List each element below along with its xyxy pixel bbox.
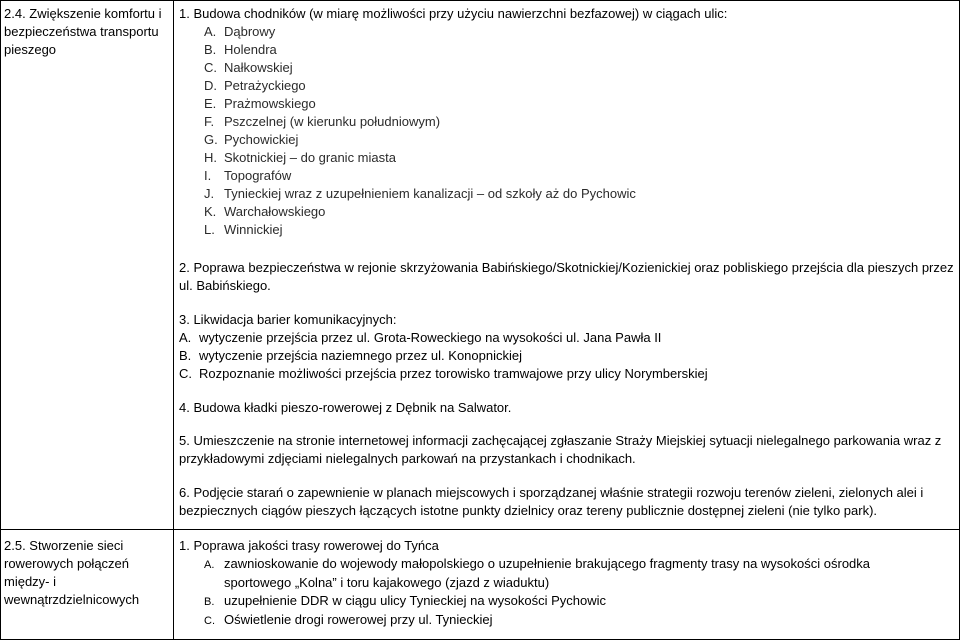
list-item: E. Prażmowskiego — [204, 96, 316, 111]
content-block — [179, 399, 957, 417]
content-block — [179, 5, 957, 239]
list-item: C. Rozpoznanie możliwości przejścia przez torowisko tramwajowe przy ulicy Norymberskiej — [179, 366, 708, 381]
list-item: B. wytyczenie przejścia naziemnego przez ul. Konopnickiej — [179, 348, 522, 363]
list-item: D. Petrażyckiego — [204, 78, 306, 93]
list-item: K. Warchałowskiego — [204, 204, 326, 219]
content-block — [179, 432, 957, 468]
list-item: A. Dąbrowy — [204, 24, 276, 39]
list-item: L. Winnickiej — [204, 222, 283, 237]
list-item: J. Tynieckiej wraz z uzupełnieniem kanalizacji – od szkoły aż do Pychowic — [204, 186, 636, 201]
row-divider — [0, 529, 960, 530]
block-title: 5. Umieszczenie na stronie internetowej informacji zachęcającej zgłaszanie Straży Miejskiej sytuacji nielegalnego parkowania wraz z przykładowymi zdjęciami nielegalnych parkowań na przystankach i chodnikach. — [179, 433, 942, 466]
list-item: B. uzupełnienie DDR w ciągu ulicy Tynieckiej na wysokości Pychowic — [204, 593, 606, 608]
table-border-top — [0, 0, 960, 1]
list-item: H. Skotnickiej – do granic miasta — [204, 150, 396, 165]
table-border-left — [0, 0, 1, 640]
block-title: 3. Likwidacja barier komunikacyjnych: — [179, 312, 397, 327]
content-block — [179, 537, 957, 630]
list-item: C. Nałkowskiej — [204, 60, 293, 75]
content-block — [179, 484, 957, 520]
content-block — [179, 259, 957, 295]
list-item: I. Topografów — [204, 168, 292, 183]
section-label: 2.5. Stworzenie sieci rowerowych połączeń między- i wewnątrzdzielnicowych — [4, 538, 140, 607]
block-title: 6. Podjęcie starań o zapewnienie w planach miejscowych i sporządzanej właśnie strategii rozwoju terenów zieleni, zielonych alei i bezpiecznych ciągów pieszych łączących istotne punkty dzielnicy oraz tereny publicznie dostępnej zieleni (nie tylko park). — [179, 485, 924, 518]
block-title: 1. Budowa chodników (w miarę możliwości przy użyciu nawierzchni bezfazowej) w ciągach ulic: — [179, 6, 728, 21]
list-item: A. wytyczenie przejścia przez ul. Grota-Roweckiego na wysokości ul. Jana Pawła II — [179, 330, 662, 345]
column-divider — [173, 0, 174, 640]
list-item: G. Pychowickiej — [204, 132, 299, 147]
content-block — [179, 311, 957, 383]
list-item-continuation: sportowego „Kolna” i toru kajakowego (zjazd z wiaduktu) — [224, 575, 550, 590]
block-title: 4. Budowa kładki pieszo-rowerowej z Dębnik na Salwator. — [179, 400, 512, 415]
block-title: 1. Poprawa jakości trasy rowerowej do Tyńca — [179, 538, 439, 553]
list-item: F. Pszczelnej (w kierunku południowym) — [204, 114, 441, 129]
list-item: B. Holendra — [204, 42, 277, 57]
list-item: C. Oświetlenie drogi rowerowej przy ul. Tynieckiej — [204, 612, 493, 627]
section-label: 2.4. Zwiększenie komfortu i bezpieczeństwa transportu pieszego — [4, 6, 162, 57]
list-item: A. zawnioskowanie do wojewody małopolskiego o uzupełnienie brakującego fragmenty trasy na wysokości ośrodka — [204, 556, 871, 571]
block-title: 2. Poprawa bezpieczeństwa w rejonie skrzyżowania Babińskiego/Skotnickiej/Kozienickiej oraz pobliskiego przejścia dla pieszych przez ul. Babińskiego. — [179, 260, 954, 293]
